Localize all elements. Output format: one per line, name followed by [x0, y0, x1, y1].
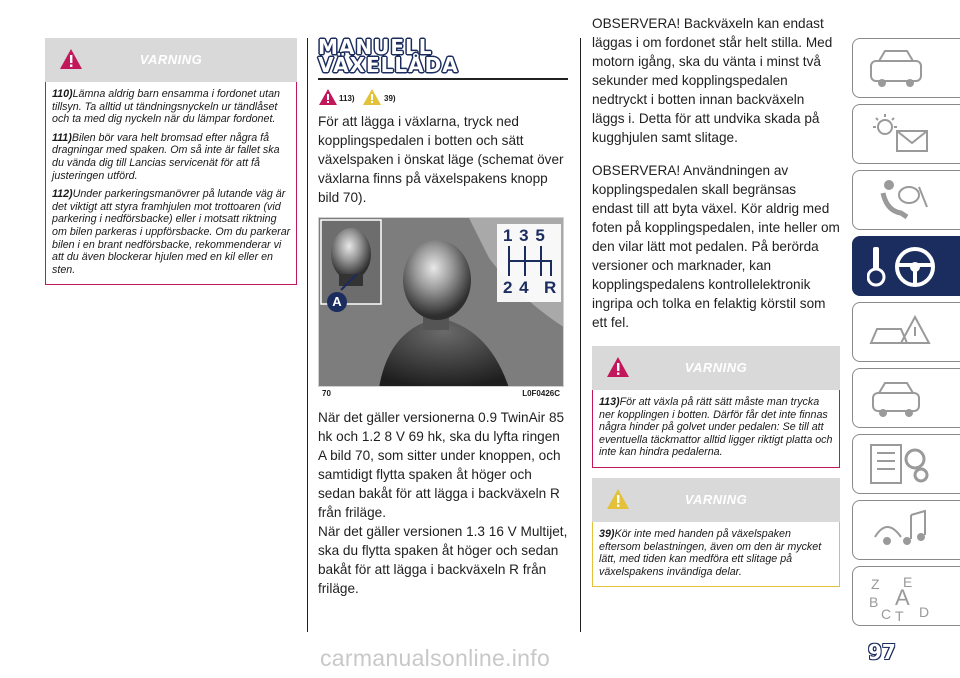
tab-car-dashboard[interactable] — [852, 38, 960, 98]
page-number: 97 — [868, 640, 896, 664]
warning-header — [592, 346, 840, 390]
tab-index[interactable] — [852, 566, 960, 626]
right-column — [592, 14, 840, 587]
svg-text:D: D — [919, 604, 930, 620]
callout-a-badge: A — [327, 292, 347, 312]
index-letters-icon — [867, 573, 947, 623]
technical-data-icon — [867, 441, 937, 487]
warning-header — [45, 38, 297, 82]
warning-item: 111)Bilen bör vara helt bromsad efter några få dragningar med spaken. Om så inte är fallet ska du vända dig till Lancias servicenät för att få justeringen utförd. — [52, 131, 280, 182]
note-paragraph: OBSERVERA! Användningen av kopplingspedalen skall begränsas endast till att byta växel. Kör aldrig med foten på kopplingspedalen, inte heller om den vilar lätt mot pedalen. På berörda versioner och marknader, kan kopplingspedalens kontrollelektronik ingripa och tolka en felaktig körstil som ett fel. — [592, 163, 840, 330]
svg-text:A: A — [895, 585, 910, 610]
tab-warning-lights[interactable] — [852, 104, 960, 164]
ref-red: 113) — [339, 94, 355, 103]
note-paragraph: OBSERVERA! Backväxeln kan endast läggas i om fordonet står helt stilla. Med motorn igång, ska du vänta i minst två sekunder med kopplingspedalen nedtryckt i botten innan backväxeln läggs i. Detta för att undvika skada på kugghjulen samt slitage. — [592, 16, 833, 145]
chapter-tabs — [852, 38, 960, 632]
section-title: MANUELL VÄXELLÅDA — [318, 35, 459, 77]
gear-knob-figure — [318, 217, 564, 387]
tab-emergency[interactable] — [852, 302, 960, 362]
figure-number: 70 — [322, 389, 331, 398]
car-dashboard-icon — [867, 45, 937, 91]
warning-title: VARNING — [684, 491, 748, 507]
key-steering-wheel-icon — [867, 243, 947, 289]
warning-body: 113)För att växla på rätt sätt måste man trycka ner kopplingen i botten. Därför får det inte finnas några hinder på golvet under pedalen: Se till att eventuella täckmattor alltid ligger riktigt platta och inte kan hindra pedalerna. — [592, 390, 840, 468]
tab-technical-data[interactable] — [852, 434, 960, 494]
warning-body — [45, 82, 297, 285]
svg-text:Z: Z — [871, 576, 880, 592]
svg-text:C: C — [881, 606, 892, 622]
shift-gate-icon — [505, 246, 555, 276]
tab-multimedia[interactable] — [852, 500, 960, 560]
warning-body: 39)Kör inte med handen på växelspaken eftersom belastningen, även om den är mycket lätt, med tiden kan medföra ett slitage på växelspakens invändiga delar. — [592, 522, 840, 587]
gear-pattern-diagram: 1 3 5 2 4 R — [497, 224, 561, 302]
column-divider — [580, 38, 581, 632]
emergency-car-icon — [867, 309, 937, 355]
column-divider — [307, 38, 308, 632]
seat-airbag-icon — [867, 177, 937, 223]
tab-maintenance[interactable] — [852, 368, 960, 428]
tab-seat-airbag[interactable] — [852, 170, 960, 230]
figure-caption — [318, 389, 564, 398]
warning-lights-icon — [867, 111, 937, 157]
watermark: carmanualsonline.info — [320, 645, 551, 671]
warning-item: 110)Lämna aldrig barn ensamma i fordonet utan tillsyn. Ta alltid ut tändningsnyckeln ur tändlåset och ta med dig nyckeln när du lämpar fordonet. — [52, 88, 280, 126]
intro-paragraph: För att lägga i växlarna, tryck ned kopplingspedalen i botten och sätt växelspaken i önskat läge (schemat över växlarna finns på växelspakens knopp bild 70). — [318, 114, 564, 205]
paragraph: När det gäller versionen 1.3 16 V Multijet, ska du flytta spaken åt höger och sedan bakåt för att lägga i backväxeln R från friläge. — [318, 524, 568, 596]
warning-header — [592, 478, 840, 522]
warning-box-yellow — [592, 478, 840, 587]
middle-column — [318, 35, 568, 598]
maintenance-car-icon — [867, 375, 937, 421]
figure-code: L0F0426C — [522, 389, 560, 398]
title-rule — [318, 78, 568, 80]
svg-text:T: T — [895, 608, 904, 623]
svg-text:B: B — [869, 594, 879, 610]
caution-triangle-icon — [362, 88, 382, 106]
reference-markers — [318, 88, 568, 112]
warning-box-red — [592, 346, 840, 468]
warning-title: VARNING — [139, 52, 203, 67]
warning-title: VARNING — [684, 360, 748, 375]
ref-yellow: 39) — [384, 94, 396, 103]
warning-triangle-icon — [318, 88, 338, 106]
left-column — [45, 38, 297, 285]
multimedia-icon — [867, 507, 937, 553]
paragraph: När det gäller versionerna 0.9 TwinAir 85 hk och 1.2 8 V 69 hk, ska du lyfta ringen A bild 70, som sitter under knoppen, och samtidigt flytta spaken åt höger och sedan bakåt för att lägga i backväxeln R från friläge. — [318, 410, 565, 520]
svg-text:E: E — [903, 574, 913, 590]
tab-starting-driving[interactable] — [852, 236, 960, 296]
warning-item: 112)Under parkeringsmanövrer på lutande väg är det viktigt att styra framhjulen mot trottoaren (vid parkering i nedförsbacke) eller i motsatt riktning om bilen parkeras i uppförsbacke. Om du parkerar bilen i en brant nedförsbacke, rekommenderar vi att du även blockerar hjulen med en kil eller en sten. — [52, 188, 291, 276]
